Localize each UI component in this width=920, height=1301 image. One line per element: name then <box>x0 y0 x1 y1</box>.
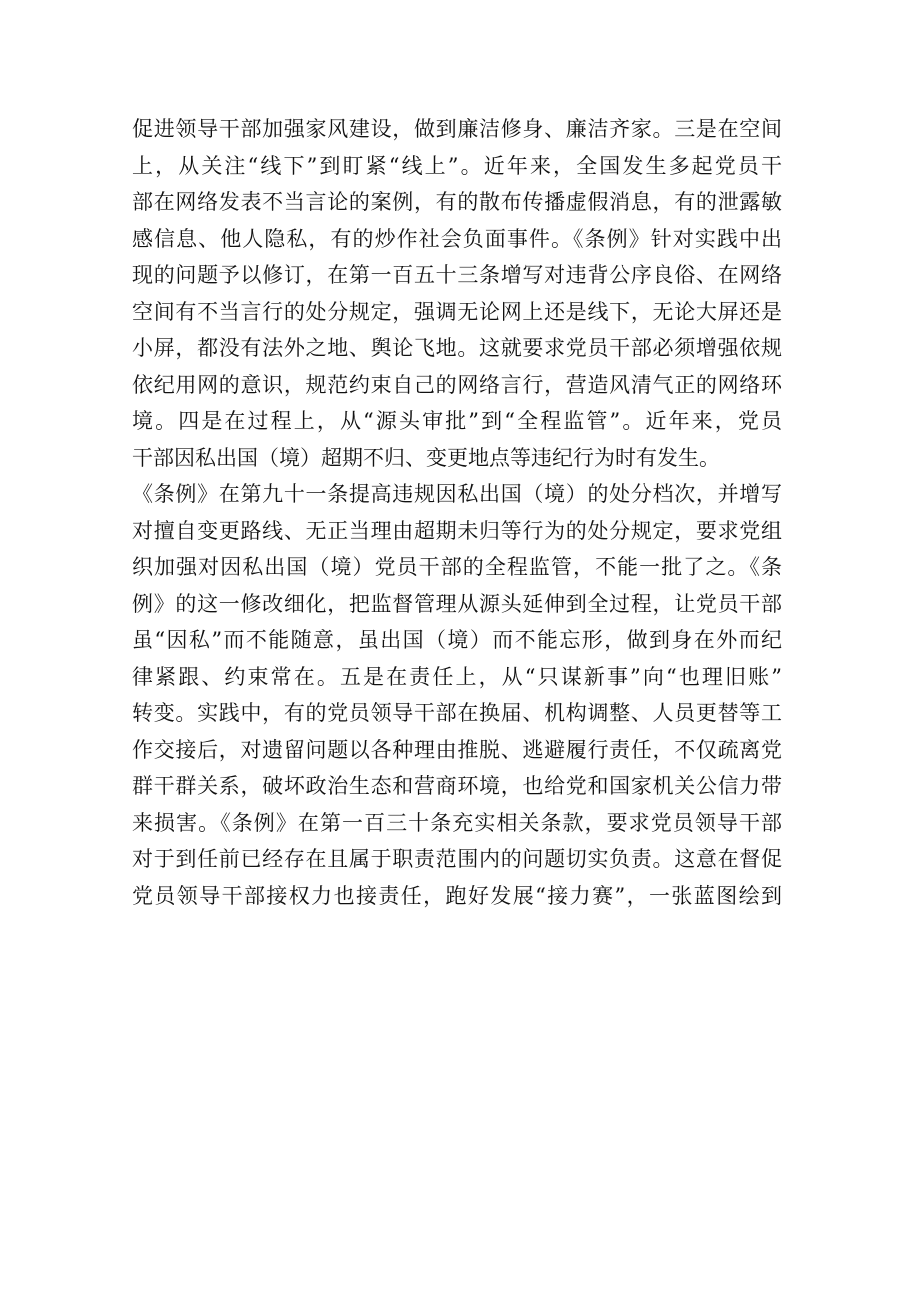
text-line: 作交接后，对遗留问题以各种理由推脱、逃避履行责任，不仅疏离党 <box>132 737 782 762</box>
text-line: 空间有不当言行的处分规定，强调无论网上还是线下，无论大屏还是 <box>132 299 782 324</box>
text-line: 境。四是在过程上，从“源头审批”到“全程监管”。近年来，党员 <box>132 409 782 433</box>
text-line: 虽“因私”而不能随意，虽出国（境）而不能忘形，做到身在外而纪 <box>132 628 782 652</box>
text-line: 来损害。《条例》在第一百三十条充实相关条款，要求党员领导干部 <box>132 810 782 835</box>
text-line: 上，从关注“线下”到盯紧“线上”。近年来，全国发生多起党员干 <box>132 153 782 178</box>
text-line: 对于到任前已经存在且属于职责范围内的问题切实负责。这意在督促 <box>132 847 782 871</box>
text-line: 党员领导干部接权力也接责任，跑好发展“接力赛”，一张蓝图绘到 <box>132 883 782 908</box>
text-line: 《条例》在第九十一条提高违规因私出国（境）的处分档次，并增写 <box>132 482 782 506</box>
text-line: 干部因私出国（境）超期不归、变更地点等违纪行为时有发生。 <box>132 445 720 470</box>
text-line: 促进领导干部加强家风建设，做到廉洁修身、廉洁齐家。三是在空间 <box>132 117 782 141</box>
text-line: 依纪用网的意识，规范约束自己的网络言行，营造风清气正的网络环 <box>132 372 782 397</box>
text-line: 对擅自变更路线、无正当理由超期未归等行为的处分规定，要求党组 <box>132 518 782 543</box>
text-line: 例》的这一修改细化，把监督管理从源头延伸到全过程，让党员干部 <box>132 591 782 616</box>
body-text <box>132 111 782 914</box>
text-line: 现的问题予以修订，在第一百五十三条增写对违背公序良俗、在网络 <box>132 263 782 287</box>
text-line: 织加强对因私出国（境）党员干部的全程监管，不能一批了之。《条 <box>132 555 782 579</box>
text-line: 感信息、他人隐私，有的炒作社会负面事件。《条例》针对实践中出 <box>132 226 782 251</box>
text-line: 群干群关系，破坏政治生态和营商环境，也给党和国家机关公信力带 <box>132 774 782 798</box>
text-line: 律紧跟、约束常在。五是在责任上，从“只谋新事”向“也理旧账” <box>132 664 782 689</box>
text-line: 转变。实践中，有的党员领导干部在换届、机构调整、人员更替等工 <box>132 701 782 725</box>
text-line: 小屏，都没有法外之地、舆论飞地。这就要求党员干部必须增强依规 <box>132 336 782 360</box>
text-line: 部在网络发表不当言论的案例，有的散布传播虚假消息，有的泄露敏 <box>132 190 782 214</box>
